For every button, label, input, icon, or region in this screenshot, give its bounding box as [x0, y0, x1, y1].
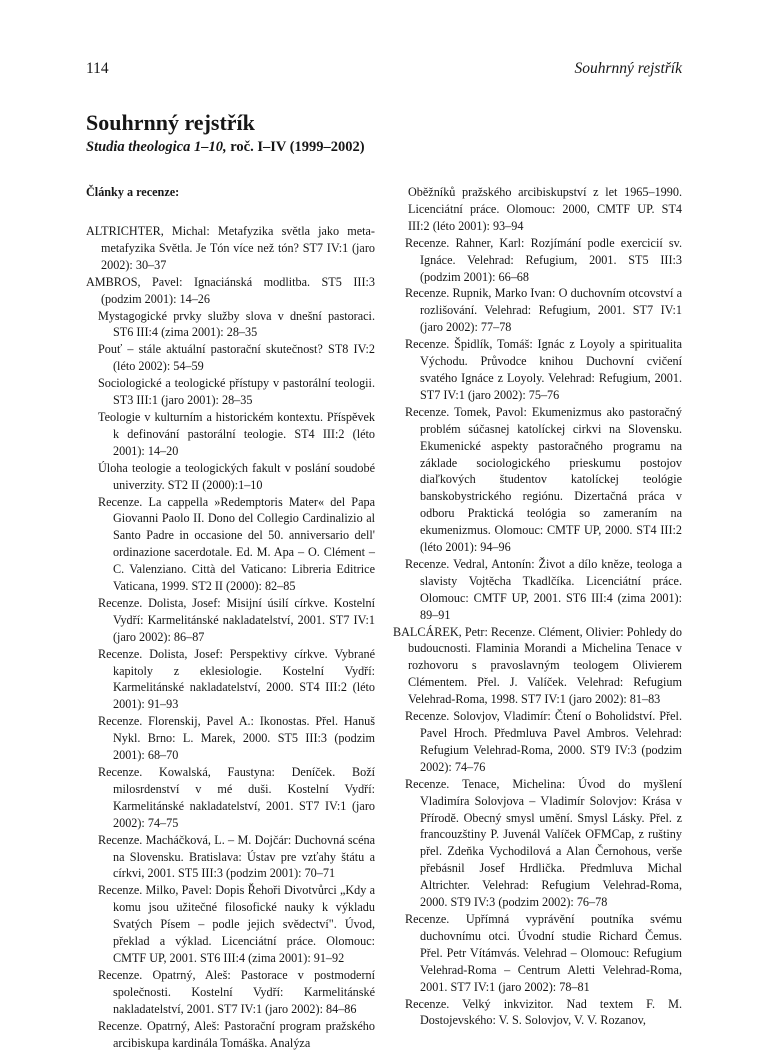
index-entry: Recenze. Opatrný, Aleš: Pastorace v postmoderní společnosti. Kostelní Vydří: Karmelitánské nakladatelství, 2001. ST7 IV:1 (jaro 2002): 84–86 — [98, 967, 375, 1016]
index-entry: Mystagogické prvky služby slova v dnešní pastoraci. ST6 III:4 (zima 2001): 28–35 — [98, 308, 375, 340]
right-column — [393, 184, 682, 1029]
index-entry: Recenze. Kowalská, Faustyna: Deníček. Boží milosrdenství v mé duši. Kostelní Vydří: Karmelitánské nakladatelství, 2001. ST7 IV:1 (jaro 2002): 74–75 — [98, 765, 375, 830]
index-entry: Recenze. Upřímná vyprávění poutníka svému duchovnímu otci. Úvodní studie Richard Čemus. Přel. Petr Vítámvás. Velehrad – Olomouc: Refugium Velehrad-Roma – Centrum Aletti Velehrad-Roma, 2001. ST7 IV:1 (jaro 2002): 78–81 — [405, 911, 682, 994]
index-entry: Recenze. Florenskij, Pavel A.: Ikonostas. Přel. Hanuš Nykl. Brno: L. Marek, 2000. ST5 III:3 (podzim 2001): 68–70 — [98, 714, 375, 763]
index-entry: Recenze. Opatrný, Aleš: Pastorační program pražského arcibiskupa kardinála Tomáška. Analýza — [98, 1018, 375, 1050]
index-entry: AMBROS, Pavel: Ignaciánská modlitba. ST5 III:3 (podzim 2001): 14–26 — [86, 274, 375, 306]
left-column — [86, 184, 375, 1051]
index-entry: Teologie v kulturním a historickém kontextu. Příspěvek k definování pastorální teologie. ST4 III:2 (léto 2001): 14–20 — [98, 409, 375, 458]
index-entry: Recenze. Dolista, Josef: Perspektivy církve. Vybrané kapitoly z eklesiologie. Kostelní Vydří: Karmelitánské nakladatelství, 2000. ST4 III:2 (léto 2001): 91–93 — [98, 646, 375, 712]
index-entry: Recenze. Macháčková, L. – M. Dojčár: Duchovná scéna na Slovensku. Bratislava: Ústav pre vzťahy štátu a církvi, 2001. ST5 III:3 (podzim 2001): 70–71 — [98, 832, 375, 881]
index-entry: Recenze. Tomek, Pavol: Ekumenizmus ako pastoračný problém súčasnej katolíckej cirkvi na Slovensku. Ekumenické aspekty pastoračného programu na základe sociologického prieskumu postojov diaľkových študentov katolíckej teológie banskobystrického regiónu. Dizertačná práca v odboru Praktická teológia so zameraním na ekumenizmus. Olomouc: CMTF UP, 2000. ST4 III:2 (léto 2001): 94–96 — [405, 404, 682, 555]
index-entry: Recenze. La cappella »Redemptoris Mater« del Papa Giovanni Paolo II. Dono del Collegio Cardinalizio al Santo Padre in occasione del 50. anniversario dell' ordinazione sacerdotale. Ed. M. Apa – O. Clément – C. Valenziano. Città del Vaticano: Libreria Editrice Vaticana, 1999. ST2 II (2000): 82–85 — [98, 494, 375, 594]
index-entry: Recenze. Velký inkvizitor. Nad textem F. M. Dostojevského: V. S. Solovjov, V. V. Rozanov, — [405, 996, 682, 1028]
index-entry: Recenze. Vedral, Antonín: Život a dílo kněze, teologa a slavisty Vojtěcha Tkadlčíka. Licenciátní práce. Olomouc: CMTF UP, 2001. ST6 III:4 (zima 2001): 89–91 — [405, 556, 682, 622]
index-entry: Recenze. Milko, Pavel: Dopis Řehoři Divotvůrci „Kdy a komu jsou užitečné filosofické nauky k výkladu Svatých Písem – podle jejich svědectví". Úvod, překlad a výklad. Licenciátní práce. Olomouc: CMTF UP, 2001. ST6 III:4 (zima 2001): 91–92 — [98, 883, 375, 965]
page-title: Souhrnný rejstřík — [86, 110, 255, 135]
index-entry: Pouť – stále aktuální pastorační skutečnost? ST8 IV:2 (léto 2002): 54–59 — [98, 342, 375, 374]
page-subtitle — [86, 139, 365, 156]
index-entry: Recenze. Rahner, Karl: Rozjímání podle exercicií sv. Ignáce. Velehrad: Refugium, 2001. ST5 III:3 (podzim 2001): 66–68 — [405, 235, 682, 284]
index-entry: Recenze. Tenace, Michelina: Úvod do myšlení Vladimíra Solovjova – Vladimír Solovjov: Krása v Přírodě. Obecný smysl umění. Smysl Lásky. Přel. z francouzštiny P. Juvenál Valíček OFMCap, z ruštiny přel. Zdeňka Vychodilová a Alan Černohous, verše přebásnil Josef Hrdlička. Předmluva Michal Altrichter. Velehrad: Refugium Velehrad-Roma, 2000. ST9 IV:3 (podzim 2002): 76–78 — [405, 776, 682, 910]
index-entry: ALTRICHTER, Michal: Metafyzika světla jako meta-metafyzika Světla. Je Tón více než tón? ST7 IV:1 (jaro 2002): 30–37 — [86, 224, 375, 272]
index-entry: Recenze. Špidlík, Tomáš: Ignác z Loyoly a spiritualita Východu. Průvodce knihou Duchovní cvičení svatého Ignáce z Loyoly. Velehrad: Refugium, 2001. ST7 IV:1 (jaro 2002): 75–76 — [405, 337, 682, 402]
index-entry: Sociologické a teologické přístupy v pastorální teologii. ST3 III:1 (jaro 2001): 28–35 — [98, 376, 375, 408]
index-entry: Recenze. Solovjov, Vladimír: Čtení o Boholidství. Přel. Pavel Hroch. Předmluva Pavel Ambros. Velehrad: Refugium Velehrad-Roma, 2000. ST9 IV:3 (podzim 2002): 74–76 — [405, 709, 682, 774]
page-number: 114 — [86, 60, 109, 77]
index-entry: Oběžníků pražského arcibiskupství z let 1965–1990. Licenciátní práce. Olomouc: 2000, CMTF UP. ST4 III:2 (léto 2001): 93–94 — [408, 185, 682, 233]
series-years: roč. I–IV (1999–2002) — [226, 139, 365, 155]
section-label: Články a recenze: — [86, 185, 180, 199]
index-entry: BALCÁREK, Petr: Recenze. Clément, Olivier: Pohledy do budoucnosti. Flaminia Morandi a Michelina Tenace v rozhovoru s pravoslavným teologem Olivierem Clémentem. Přel. J. Valíček. Velehrad: Refugium Velehrad-Roma, 1998. ST7 IV:1 (jaro 2002): 81–83 — [393, 624, 682, 707]
series-name: Studia theologica 1–10, — [86, 139, 227, 155]
index-entry: Recenze. Dolista, Josef: Misijní úsilí církve. Kostelní Vydří: Karmelitánské nakladatelství, 2001. ST7 IV:1 (jaro 2002): 86–87 — [98, 595, 375, 644]
running-title: Souhrnný rejstřík — [574, 60, 682, 77]
index-entry: Recenze. Rupnik, Marko Ivan: O duchovním otcovství a rozlišování. Velehrad: Refugium, 2001. ST7 IV:1 (jaro 2002): 77–78 — [405, 286, 682, 335]
index-entry: Úloha teologie a teologických fakult v poslání soudobé univerzity. ST2 II (2000):1–10 — [98, 460, 375, 492]
